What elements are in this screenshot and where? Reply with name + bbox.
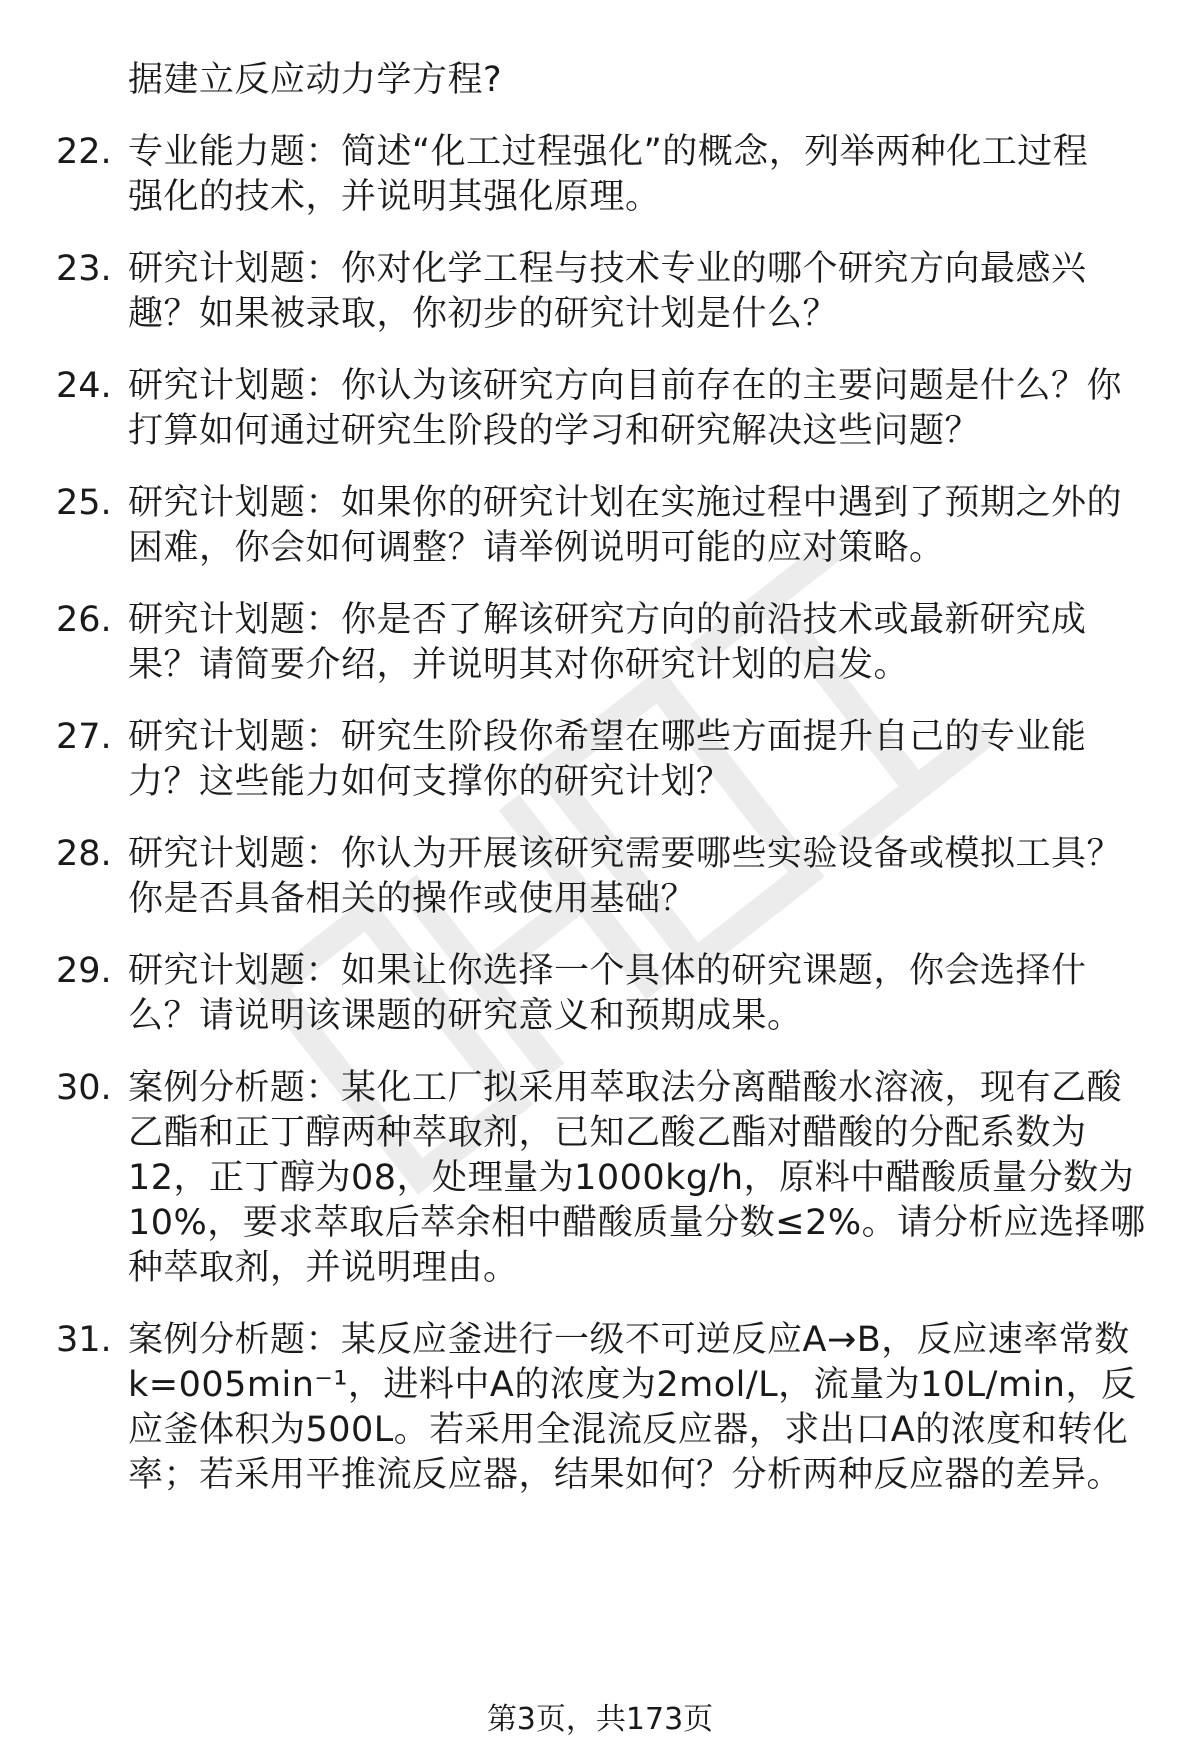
question-line: 案例分析题：某反应釜进行一级不可逆反应A→B，反应速率常数	[128, 1320, 1130, 1360]
question-line: 研究计划题：你认为该研究方向目前存在的主要问题是什么？你	[128, 366, 1123, 406]
question-line: k=005min⁻¹，进料中A的浓度为2mol/L，流量为10L/min，反	[128, 1365, 1137, 1405]
question-line: 力？这些能力如何支撑你的研究计划？	[128, 762, 732, 802]
question-number: 23.	[56, 249, 112, 289]
question-line: 果？请简要介绍，并说明其对你研究计划的启发。	[128, 645, 910, 685]
question-line: 10%，要求萃取后萃余相中醋酸质量分数≤2%。请分析应选择哪	[128, 1203, 1146, 1243]
question-line: 种萃取剂，并说明理由。	[128, 1248, 519, 1288]
question-line: 研究计划题：你是否了解该研究方向的前沿技术或最新研究成	[128, 600, 1087, 640]
question-line: 趣？如果被录取，你初步的研究计划是什么？	[128, 294, 839, 334]
question-line: 困难，你会如何调整？请举例说明可能的应对策略。	[128, 528, 945, 568]
question-number: 27.	[56, 717, 112, 757]
question-line: 率；若采用平推流反应器，结果如何？分析两种反应器的差异。	[128, 1455, 1123, 1495]
question-line: 你是否具备相关的操作或使用基础？	[128, 879, 697, 919]
question-number: 31.	[56, 1320, 112, 1360]
question-number: 22.	[56, 132, 112, 172]
question-line: 打算如何通过研究生阶段的学习和研究解决这些问题？	[128, 411, 981, 451]
continuation-line: 据建立反应动力学方程?	[128, 60, 503, 100]
question-line: 专业能力题：简述“化工过程强化”的概念，列举两种化工过程	[128, 132, 1089, 172]
question-line: 研究计划题：你认为开展该研究需要哪些实验设备或模拟工具？	[128, 834, 1123, 874]
question-line: 研究计划题：你对化学工程与技术专业的哪个研究方向最感兴	[128, 249, 1087, 289]
question-line: 乙酯和正丁醇两种萃取剂，已知乙酸乙酯对醋酸的分配系数为	[128, 1113, 1087, 1153]
question-line: 研究计划题：如果你的研究计划在实施过程中遇到了预期之外的	[128, 483, 1123, 523]
question-number: 29.	[56, 951, 112, 991]
question-line: 么？请说明该课题的研究意义和预期成果。	[128, 996, 803, 1036]
question-line: 应釜体积为500L。若采用全混流反应器，求出口A的浓度和转化	[128, 1410, 1129, 1450]
question-line: 研究计划题：研究生阶段你希望在哪些方面提升自己的专业能	[128, 717, 1087, 757]
question-number: 28.	[56, 834, 112, 874]
question-line: 案例分析题：某化工厂拟采用萃取法分离醋酸水溶液，现有乙酸	[128, 1068, 1123, 1108]
question-number: 30.	[56, 1068, 112, 1108]
question-number: 24.	[56, 366, 112, 406]
question-line: 强化的技术，并说明其强化原理。	[128, 177, 661, 217]
question-number: 26.	[56, 600, 112, 640]
question-number: 25.	[56, 483, 112, 523]
page-footer: 第3页，共173页	[486, 1702, 714, 1737]
question-line: 12，正丁醇为08，处理量为1000kg/h，原料中醋酸质量分数为	[128, 1158, 1135, 1198]
question-line: 研究计划题：如果让你选择一个具体的研究课题，你会选择什	[128, 951, 1087, 991]
